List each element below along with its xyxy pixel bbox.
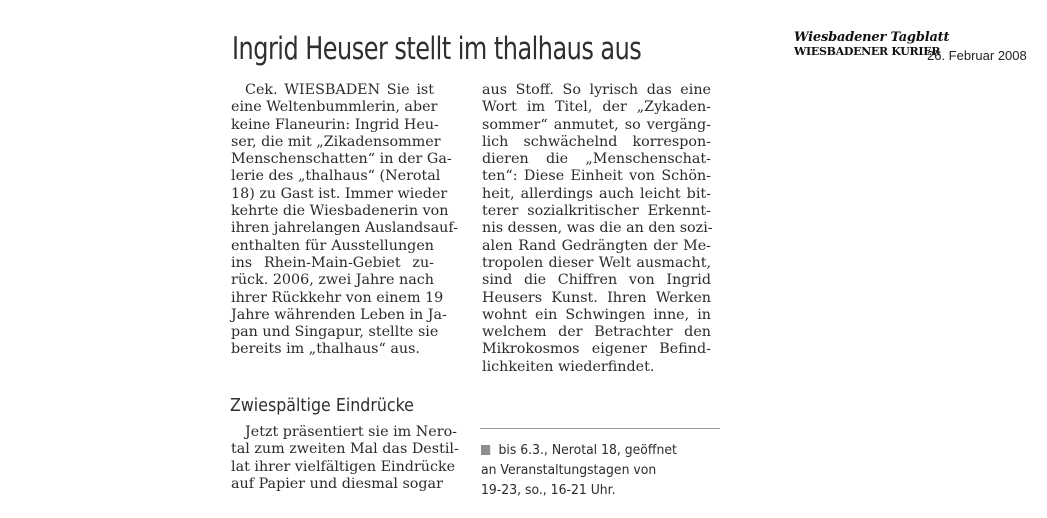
text-line: keine Flaneurin: Ingrid Heu- — [231, 116, 439, 133]
text-line: Cek. WIESBADEN Sie ist — [245, 82, 434, 98]
text-line: 18) zu Gast ist. Immer wieder — [231, 185, 448, 202]
masthead-kurier: WIESBADENER KURIER — [794, 45, 941, 58]
info-divider — [480, 428, 720, 429]
article-subheading: Zwiespältige Eindrücke — [230, 395, 414, 416]
text-line: eine Weltenbummlerin, aber — [231, 99, 438, 116]
square-bullet-icon — [481, 445, 490, 455]
text-line: nis dessen, was die an den sozi- — [482, 220, 713, 237]
text-line: auf Papier und diesmal sogar — [231, 475, 443, 492]
text-line: lerie des „thalhaus“ (Nerotal — [231, 168, 441, 185]
info-line: 19-23, so., 16-21 Uhr. — [481, 482, 616, 498]
text-line: lich schwächelnd korrespon- — [482, 133, 711, 150]
text-line: Jahre währenden Leben in Ja- — [231, 306, 447, 323]
text-line: aus Stoff. So lyrisch das eine — [482, 82, 711, 98]
article-headline: Ingrid Heuser stellt im thalhaus aus — [232, 31, 642, 67]
text-line: terer sozialkritischer Erkennt- — [482, 203, 711, 220]
info-line: an Veranstaltungstagen von — [481, 462, 657, 478]
masthead-tagblatt: Wiesbadener Tagblatt — [794, 30, 950, 45]
text-line: pan und Singapur, stellte sie — [231, 324, 439, 341]
event-info-box — [481, 440, 677, 500]
newspaper-masthead — [794, 30, 949, 59]
text-line: bereits im „thalhaus“ aus. — [231, 341, 420, 358]
text-line: Menschenschatten“ in der Ga- — [231, 151, 452, 168]
text-line: Heusers Kunst. Ihren Werken — [482, 289, 711, 306]
text-line: ihrer Rückkehr von einem 19 — [231, 289, 444, 306]
text-line: dieren die „Menschenschat- — [482, 151, 711, 168]
text-line: tropolen dieser Welt ausmacht, — [482, 254, 711, 271]
text-line: lat ihrer vielfältigen Eindrücke — [231, 458, 456, 475]
text-line: lichkeiten wiederfindet. — [482, 358, 655, 375]
text-line: Jetzt präsentiert sie im Nero- — [245, 424, 458, 440]
text-line: ins Rhein-Main-Gebiet zu- — [231, 254, 434, 271]
text-line: kehrte die Wiesbadenerin von — [231, 203, 449, 220]
text-line: ser, die mit „Zikadensommer — [231, 133, 441, 150]
text-line: sind die Chiffren von Ingrid — [482, 272, 711, 289]
text-line: enthalten für Ausstellungen — [231, 237, 434, 254]
info-line — [481, 440, 677, 460]
info-text: bis 6.3., Nerotal 18, geöffnet — [498, 442, 677, 458]
text-line: heit, allerdings auch leicht bit- — [482, 185, 711, 202]
text-line: welchem der Betrachter den — [482, 324, 711, 341]
text-line: wohnt ein Schwingen inne, in — [482, 306, 711, 323]
text-line: Mikrokosmos eigener Befind- — [482, 341, 711, 358]
text-line: ihren jahrelangen Auslandsauf- — [231, 220, 458, 237]
text-line: ten“: Diese Einheit von Schön- — [482, 168, 711, 185]
text-line: tal zum zweiten Mal das Destil- — [231, 441, 459, 458]
text-line: sommer“ anmutet, so vergäng- — [482, 116, 711, 133]
article-column-1-continued — [231, 424, 459, 493]
article-column-2 — [482, 82, 711, 376]
publication-date: 26. Februar 2008 — [927, 48, 1027, 63]
article-column-1 — [231, 82, 458, 359]
text-line: alen Rand Gedrängten der Me- — [482, 237, 711, 254]
text-line: Wort im Titel, der „Zykaden- — [482, 99, 711, 116]
text-line: rück. 2006, zwei Jahre nach — [231, 272, 434, 289]
